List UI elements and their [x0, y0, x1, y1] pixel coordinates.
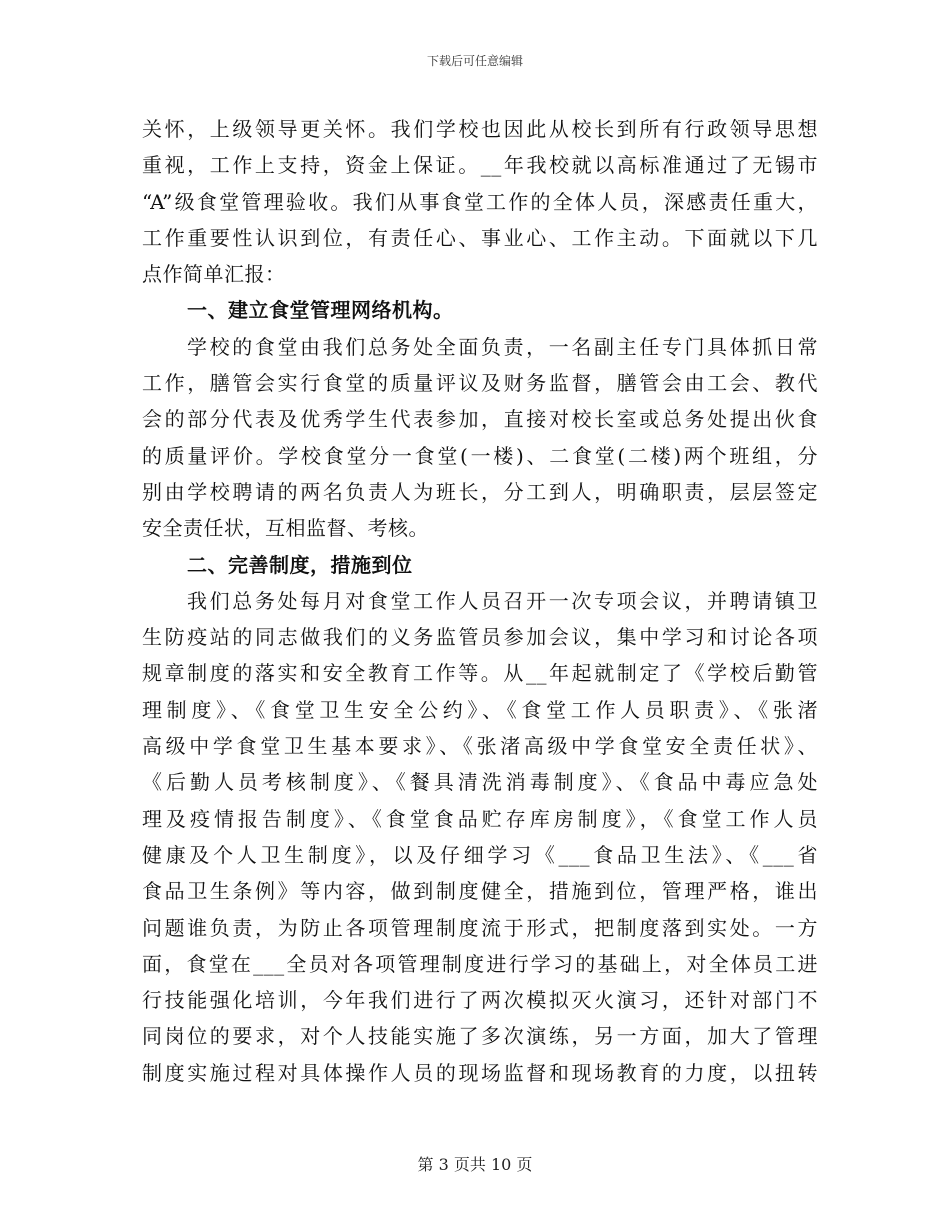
- paragraph-line: 安全责任状，互相监督、考核。: [142, 516, 429, 541]
- paragraph-line: 问题谁负责，为防止各项管理制度流于形式，把制度落到实处。一方: [142, 915, 818, 940]
- paragraph-line: 理制度》、《食堂卫生安全公约》、《食堂工作人员职责》、《张渚: [142, 697, 818, 722]
- paragraph-line: 高级中学食堂卫生基本要求》、《张渚高级中学食堂安全责任状》、: [142, 734, 818, 759]
- paragraph-line: 的质量评价。学校食堂分一食堂(一楼)、二食堂(二楼)两个班组，分: [142, 443, 818, 468]
- paragraph-line: 同岗位的要求，对个人技能实施了多次演练，另一方面，加大了管理: [142, 1024, 818, 1049]
- document-body: [142, 111, 818, 1091]
- paragraph-line: 重视，工作上支持，资金上保证。__年我校就以高标准通过了无锡市: [142, 153, 818, 178]
- paragraph-line: 食品卫生条例》等内容，做到制度健全，措施到位，管理严格，谁出: [142, 879, 818, 904]
- section-heading: 一、建立食堂管理网络机构。: [187, 298, 454, 323]
- paragraph-line: 健康及个人卫生制度》，以及仔细学习《___食品卫生法》、《___省: [142, 842, 818, 867]
- paragraph-line: 我们总务处每月对食堂工作人员召开一次专项会议，并聘请镇卫: [187, 588, 818, 613]
- paragraph-line: 规章制度的落实和安全教育工作等。从__年起就制定了《学校后勤管: [142, 661, 818, 686]
- paragraph-line: 别由学校聘请的两名负责人为班长，分工到人，明确职责，层层签定: [142, 479, 818, 504]
- paragraph-line: 《后勤人员考核制度》、《餐具清洗消毒制度》、《食品中毒应急处: [142, 770, 818, 795]
- paragraph-line: 会的部分代表及优秀学生代表参加，直接对校长室或总务处提出伙食: [142, 407, 818, 432]
- page-header: 下载后可任意编辑: [426, 54, 523, 68]
- paragraph-line: 关怀，上级领导更关怀。我们学校也因此从校长到所有行政领导思想: [142, 117, 818, 141]
- paragraph-line: 理及疫情报告制度》、《食堂食品贮存库房制度》，《食堂工作人员: [142, 806, 818, 831]
- page-footer: 第 3 页共 10 页: [417, 1155, 533, 1174]
- paragraph-line: “A”级食堂管理验收。我们从事食堂工作的全体人员，深感责任重大，: [142, 189, 818, 214]
- paragraph-line: 生防疫站的同志做我们的义务监管员参加会议，集中学习和讨论各项: [142, 625, 818, 650]
- paragraph-line: 工作，膳管会实行食堂的质量评议及财务监督，膳管会由工会、教代: [142, 371, 818, 396]
- paragraph-line: 制度实施过程对具体操作人员的现场监督和现场教育的力度，以扭转: [142, 1060, 818, 1085]
- paragraph-line: 学校的食堂由我们总务处全面负责，一名副主任专门具体抓日常: [187, 334, 818, 359]
- paragraph-line: 行技能强化培训，今年我们进行了两次模拟灭火演习，还针对部门不: [142, 988, 818, 1013]
- paragraph-line: 工作重要性认识到位，有责任心、事业心、工作主动。下面就以下几: [142, 225, 818, 250]
- section-heading: 二、完善制度，措施到位: [187, 552, 413, 577]
- paragraph-line: 面，食堂在___全员对各项管理制度进行学习的基础上，对全体员工进: [142, 951, 818, 976]
- paragraph-line: 点作简单汇报：: [142, 262, 286, 287]
